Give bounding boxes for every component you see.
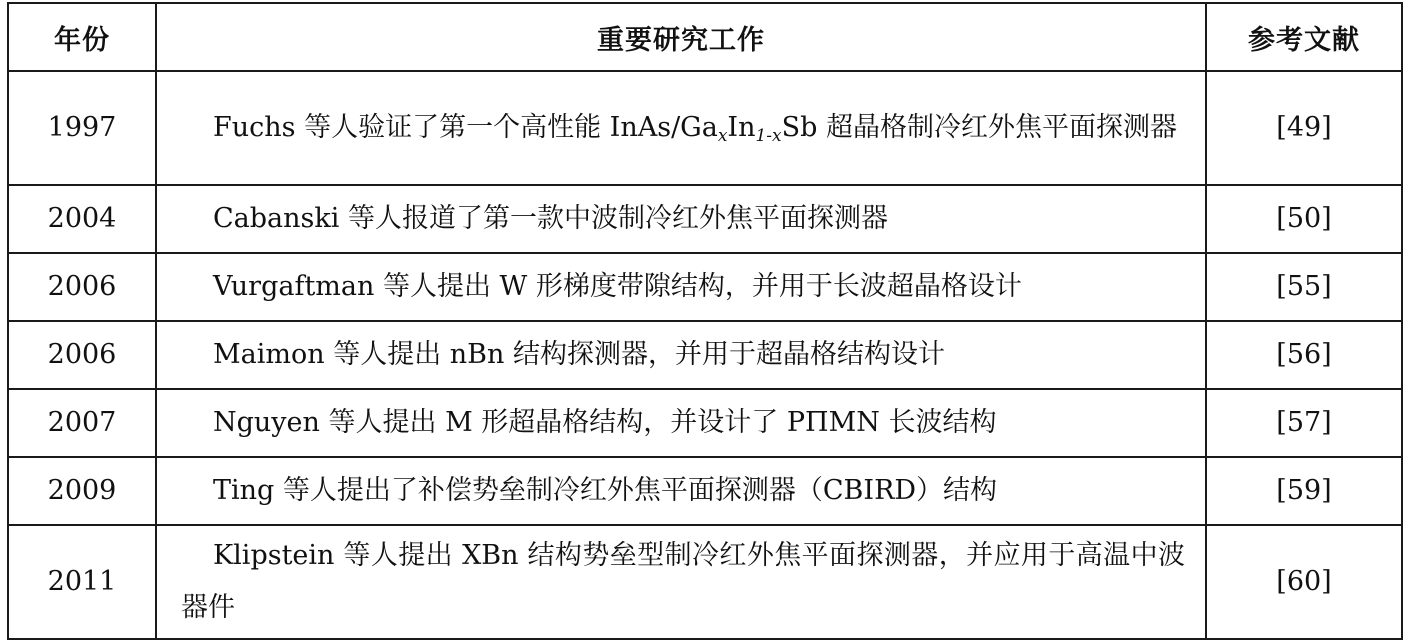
work-text: Nguyen 等人提出 M 形超晶格结构，并设计了 PΠMN 长波结构 (213, 407, 997, 438)
year-cell: 2009 (8, 457, 156, 525)
work-cell (156, 321, 1206, 389)
work-text: Maimon 等人提出 nBn 结构探测器，并用于超晶格结构设计 (213, 339, 945, 370)
work-text: Fuchs 等人验证了第一个高性能 InAs/$Ga_xIn_{1-x}Sb$ 超晶格制冷红外焦平面探测器 (213, 112, 1178, 146)
table-row (8, 457, 1402, 525)
work-text: Cabanski 等人报道了第一款中波制冷红外焦平面探测器 (213, 203, 888, 234)
ref-cell: [50] (1206, 185, 1402, 253)
work-cell (156, 389, 1206, 457)
header-year: 年份 (8, 3, 156, 71)
ref-cell: [59] (1206, 457, 1402, 525)
ref-cell: [49] (1206, 71, 1402, 185)
year-cell: 2006 (8, 253, 156, 321)
year-cell: 2004 (8, 185, 156, 253)
research-table (7, 2, 1403, 640)
table-row (8, 71, 1402, 185)
table-row (8, 321, 1402, 389)
table-row (8, 185, 1402, 253)
year-cell: 2006 (8, 321, 156, 389)
table-row (8, 389, 1402, 457)
work-cell (156, 457, 1206, 525)
ref-cell: [56] (1206, 321, 1402, 389)
table-row (8, 253, 1402, 321)
header-ref: 参考文献 (1206, 3, 1402, 71)
ref-cell: [57] (1206, 389, 1402, 457)
work-text: Vurgaftman 等人提出 W 形梯度带隙结构，并用于长波超晶格设计 (213, 271, 1022, 302)
ref-cell: [55] (1206, 253, 1402, 321)
year-cell: 2011 (8, 525, 156, 639)
work-cell (156, 185, 1206, 253)
year-cell: 2007 (8, 389, 156, 457)
work-text: Ting 等人提出了补偿势垒制冷红外焦平面探测器（CBIRD）结构 (213, 475, 998, 506)
ref-cell: [60] (1206, 525, 1402, 639)
work-cell (156, 71, 1206, 185)
work-cell (156, 253, 1206, 321)
table-row (8, 525, 1402, 639)
year-cell: 1997 (8, 71, 156, 185)
work-cell (156, 525, 1206, 639)
header-work: 重要研究工作 (156, 3, 1206, 71)
header-row (8, 3, 1402, 71)
work-text: Klipstein 等人提出 XBn 结构势垒型制冷红外焦平面探测器，并应用于高温中波器件 (181, 540, 1185, 623)
